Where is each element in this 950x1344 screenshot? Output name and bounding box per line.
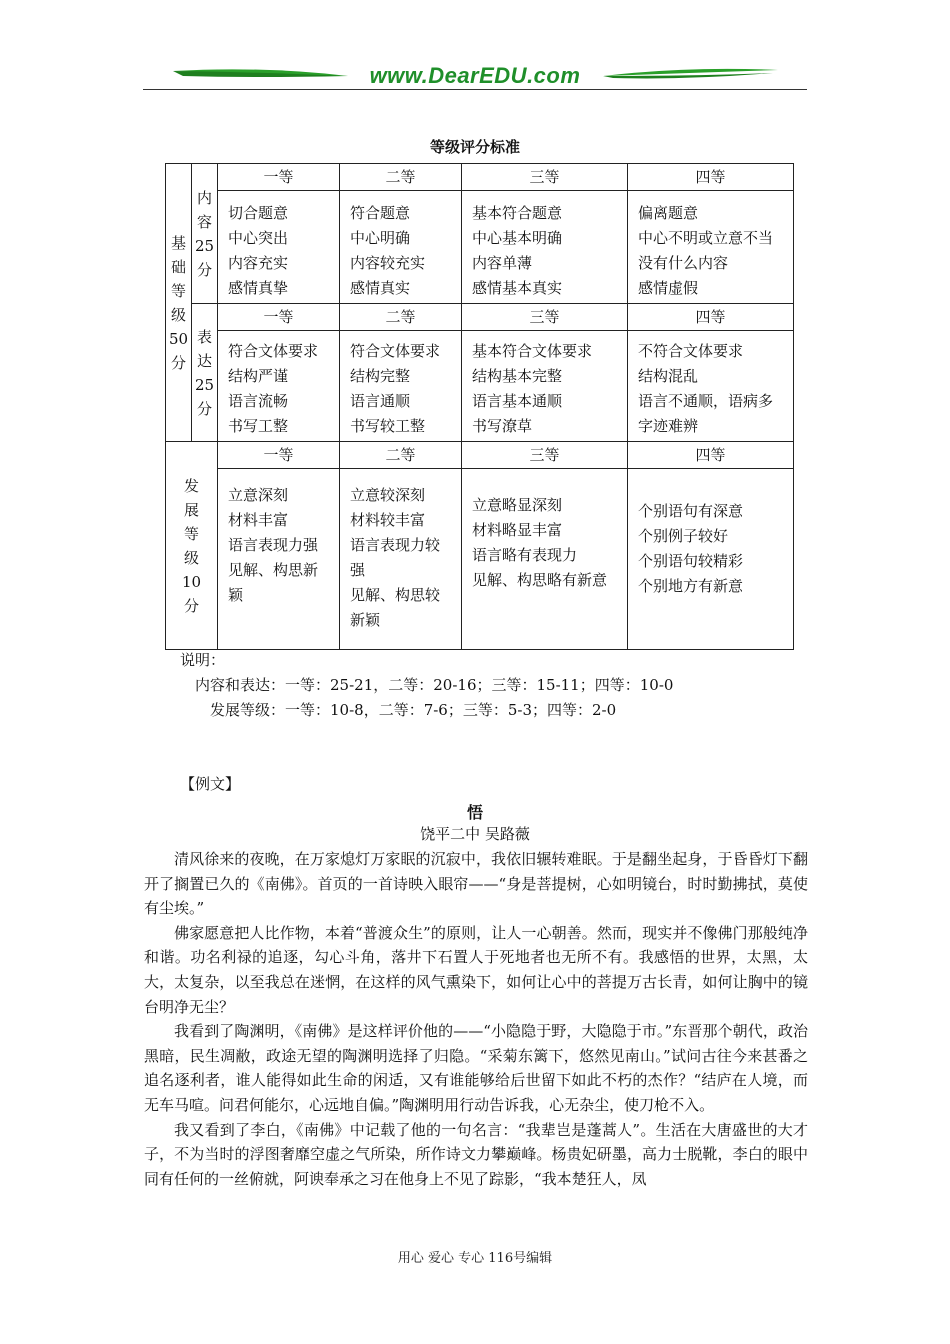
expression-label: 表 达 25 分 [192,304,218,442]
development-cell: 个别语句有深意 个别例子较好 个别语句较精彩 个别地方有新意 [628,469,794,650]
essay-paragraph: 我又看到了李白，《南佛》中记载了他的一句名言：“我辈岂是蓬蒿人”。生活在大唐盛世的大才子，不为当时的浮图奢靡空虚之气所染，所作诗文力攀巅峰。杨贵妃研墨，高力士脱靴，李白的眼中同有任何的一丝俯就，阿谀奉承之习在他身上不见了踪影，“我本楚狂人，凤 [144,1120,808,1188]
essay-paragraph: 我看到了陶渊明，《南佛》是这样评价他的——“小隐隐于野，大隐隐于市。”东晋那个朝代，政治黑暗，民生凋敝，政途无望的陶渊明选择了归隐。“采菊东篱下，悠然见南山。”试问古往今来甚番之追名逐利者，谁人能得如此生命的闲适，又有谁能够给后世留下如此不朽的杰作？“结庐在人境，而无车马喧。问君何能尔，心远地自偏。”陶渊明用行动告诉我，心无杂尘，使刀枪不入。 [144,1022,808,1114]
grade-header: 一等 [218,304,340,331]
grade-header: 一等 [218,164,340,191]
site-url: www.DearEDU.com [369,63,581,88]
scoring-notes [180,648,673,723]
rubric-title: 等级评分标准 [429,138,520,156]
expression-cell: 不符合文体要求 结构混乱 语言不通顺，语病多 字迹难辨 [628,331,794,442]
grade-header: 四等 [628,442,794,469]
base-level-label: 基 础 等 级 50 分 [166,164,192,442]
grade-header: 二等 [340,164,462,191]
essay-paragraph: 清风徐来的夜晚，在万家熄灯万家眠的沉寂中，我依旧辗转难眠。于是翻坐起身，于昏昏灯下翻开了搁置已久的《南佛》。首页的一首诗映入眼帘——“身是菩提树，心如明镜台，时时勤拂拭，莫使有尘埃。” [144,850,808,918]
grade-header: 三等 [462,164,628,191]
essay-author: 饶平二中 吴路薇 [420,825,530,843]
development-cell: 立意略显深刻 材料略显丰富 语言略有表现力 见解、构思略有新意 [462,469,628,650]
content-cell: 偏离题意 中心不明或立意不当 没有什么内容 感情虚假 [628,191,794,304]
notes-heading: 说明： [180,651,226,669]
example-label: 【例文】 [180,775,241,793]
notes-line-content: 内容和表达：一等：25-21，二等：20-16；三等：15-11；四等：10-0 [195,676,674,694]
grade-header: 二等 [340,442,462,469]
content-cell: 基本符合题意 中心基本明确 内容单薄 感情基本真实 [462,191,628,304]
page-footer: 用心 爱心 专心 116号编辑 [397,1251,553,1266]
expression-cell: 符合文体要求 结构严谨 语言流畅 书写工整 [218,331,340,442]
grade-header: 一等 [218,442,340,469]
site-header [143,62,807,92]
development-cell: 立意深刻 材料丰富 语言表现力强 见解、构思新 颖 [218,469,340,650]
content-cell: 符合题意 中心明确 内容较充实 感情真实 [340,191,462,304]
essay-title: 悟 [466,803,483,822]
header-rule [143,89,807,90]
notes-line-development: 发展等级：一等：10-8，二等：7-6；三等：5-3；四等：2-0 [210,701,617,719]
development-cell: 立意较深刻 材料较丰富 语言表现力较 强 见解、构思较 新颖 [340,469,462,650]
content-label: 内 容 25 分 [192,164,218,304]
essay-paragraph: 佛家愿意把人比作物，本着“普渡众生”的原则，让人一心朝善。然而，现实并不像佛门那般纯净和谐。功名利禄的追逐，勾心斗角，落井下石置人于死地者也无所不有。我感悟的世界，太黑，太大，太复杂，以至我总在迷惘，在这样的风气熏染下，如何让心中的菩提万古长青，如何让胸中的镜台明净无尘？ [144,923,808,1016]
grade-header: 四等 [628,164,794,191]
essay-body [144,847,808,1191]
grade-header: 三等 [462,442,628,469]
development-level-label: 发 展 等 级 10 分 [166,442,218,650]
grade-header: 四等 [628,304,794,331]
expression-cell: 基本符合文体要求 结构基本完整 语言基本通顺 书写潦草 [462,331,628,442]
content-cell: 切合题意 中心突出 内容充实 感情真挚 [218,191,340,304]
grade-header: 二等 [340,304,462,331]
rubric-table [165,163,794,650]
grade-header: 三等 [462,304,628,331]
expression-cell: 符合文体要求 结构完整 语言通顺 书写较工整 [340,331,462,442]
